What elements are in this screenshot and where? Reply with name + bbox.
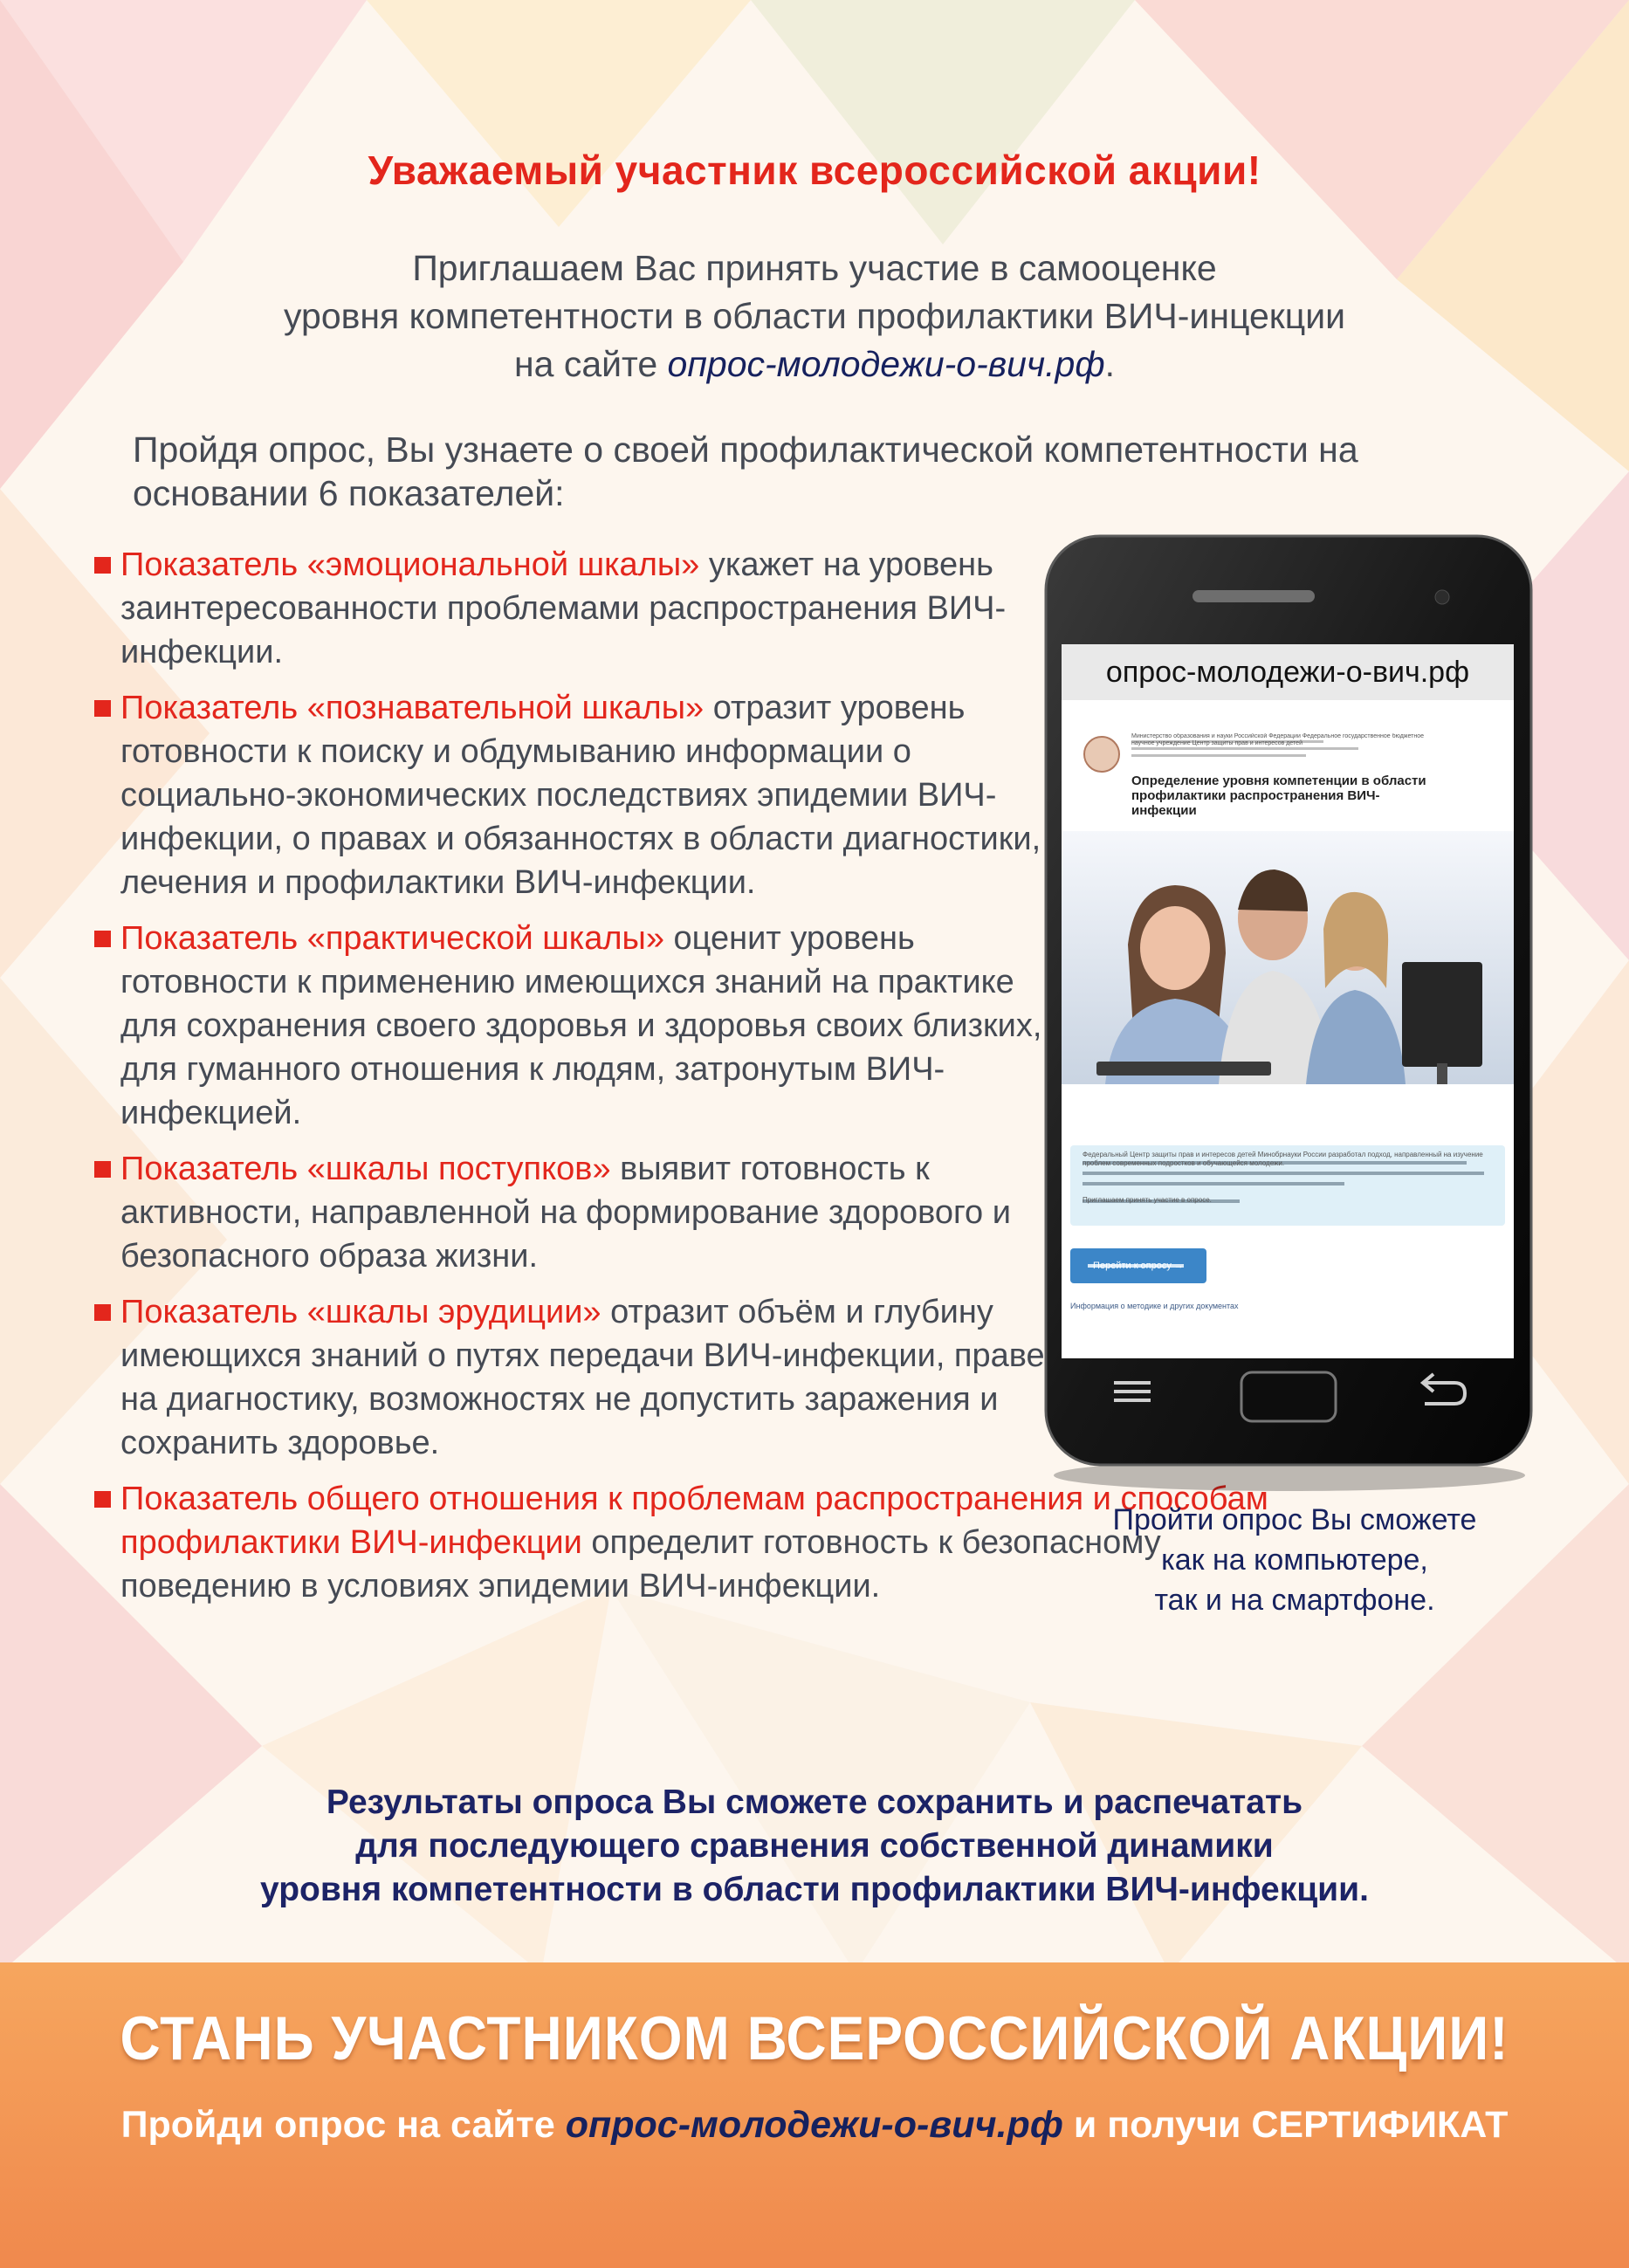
indicator-practical [94, 917, 1046, 1135]
smartphone-illustration [1044, 534, 1535, 1493]
results-line-2: для последующего сравнения собственной динамики [355, 1827, 1274, 1865]
page-title: Уважаемый участник всероссийской акции! [368, 148, 1261, 193]
indicator-description: отразит уровень готовности к поиску и обдумыванию информации о социально-экономических последствиях эпидемии ВИЧ-инфекции, о правах и обязанностях в области диагностики, лечения и профилактики ВИЧ-инфекции. [120, 690, 1041, 901]
device-caption [1044, 1500, 1545, 1620]
phone-info-link[interactable]: Информация о методике и других документах [1070, 1301, 1332, 1311]
indicator-description: определит готовность к безопасному поведению в условиях эпидемии ВИЧ-инфекции. [120, 1524, 1161, 1605]
invite-line-3-prefix: на сайте [513, 344, 668, 384]
bullet-square-icon [94, 931, 111, 947]
results-note [0, 1781, 1629, 1912]
results-line-1: Результаты опроса Вы сможете сохранить и распечатать [326, 1783, 1303, 1821]
footer-sub-prefix: Пройди опрос на сайте [120, 2104, 566, 2146]
indicator-description: оценит уровень готовности к применению имеющихся знаний на практике для сохранения своего здоровья и здоровья своих близких, для гуманного отношения к людям, затронутым ВИЧ-инфекцией. [120, 920, 1042, 1131]
indicator-name: Показатель «шкалы поступков» [120, 1151, 611, 1187]
results-line-3: уровня компетентности в области профилактики ВИЧ-инфекции. [260, 1871, 1369, 1908]
invite-line-3-suffix: . [1104, 344, 1116, 384]
caption-line-3: так и на смартфоне. [1154, 1584, 1435, 1617]
phone-site-bar: опрос-молодежи-о-вич.рф [1105, 656, 1470, 689]
indicator-cognitive [94, 686, 1046, 904]
bullet-square-icon [94, 557, 111, 574]
indicator-name: Показатель «познавательной шкалы» [120, 690, 705, 726]
site-link[interactable]: опрос-молодежи-о-вич.рф [667, 344, 1105, 384]
bullet-square-icon [94, 700, 111, 717]
phone-screen-info: Федеральный Центр защиты прав и интересов детей Минобрнауки России разработал подход, направленный на изучение проблем современных подростков и обучающейся молодежи. [1083, 1151, 1483, 1167]
indicator-emotional [94, 543, 1046, 674]
indicator-name: Показатель «практической шкалы» [120, 920, 664, 957]
footer-subtitle [0, 2104, 1629, 2147]
indicator-name: Показатель «эмоциональной шкалы» [120, 546, 700, 583]
invite-line-1: Приглашаем Вас принять участие в самооценке [412, 248, 1217, 288]
caption-line-1: Пройти опрос Вы сможете [1112, 1503, 1477, 1536]
indicator-name: Показатель «шкалы эрудиции» [120, 1294, 601, 1330]
indicator-description: укажет на уровень заинтересованности проблемами распространения ВИЧ-инфекции. [120, 546, 1007, 670]
phone-screen-invite: Приглашаем принять участие в опросе. [1083, 1196, 1212, 1204]
indicator-actions [94, 1147, 1046, 1278]
footer-title: СТАНЬ УЧАСТНИКОМ ВСЕРОССИЙСКОЙ АКЦИИ! [120, 2003, 1509, 2073]
intro-text: Пройдя опрос, Вы узнаете о своей профилактической компетентности на основании 6 показателей: [133, 430, 1358, 513]
invite-text [0, 244, 1629, 388]
footer-site-link[interactable]: опрос-молодежи-о-вич.рф [565, 2104, 1063, 2146]
invite-line-2: уровня компетентности в области профилактики ВИЧ-инцекции [283, 296, 1346, 336]
bullet-square-icon [94, 1304, 111, 1321]
invite-line-3 [0, 340, 1629, 388]
phone-screen-org: Министерство образования и науки Российской Федерации Федеральное государственное бюджетное научное учреждение Центр защиты прав и интересов детей [1131, 733, 1424, 746]
footer-sub-suffix: и получи СЕРТИФИКАТ [1062, 2104, 1509, 2146]
indicator-description: выявит готовность к активности, направленной на формирование здорового и безопасного образа жизни. [120, 1151, 1011, 1275]
phone-survey-button[interactable]: Перейти к опросу → [1093, 1261, 1184, 1271]
bullet-square-icon [94, 1161, 111, 1178]
bullet-square-icon [94, 1491, 111, 1508]
indicator-erudition [94, 1290, 1046, 1465]
indicator-name: Показатель общего отношения к проблемам распространения и способам профилактики ВИЧ-инфекции [120, 1481, 1268, 1561]
caption-line-2: как на компьютере, [1161, 1543, 1428, 1577]
indicator-description: отразит объём и глубину имеющихся знаний о путях передачи ВИЧ-инфекции, праве на диагностику, возможностях не допустить заражения и сохранить здоровье. [120, 1294, 1045, 1461]
phone-screen-title: Определение уровня компетенции в области профилактики распространения ВИЧ-инфекции [1131, 773, 1426, 818]
